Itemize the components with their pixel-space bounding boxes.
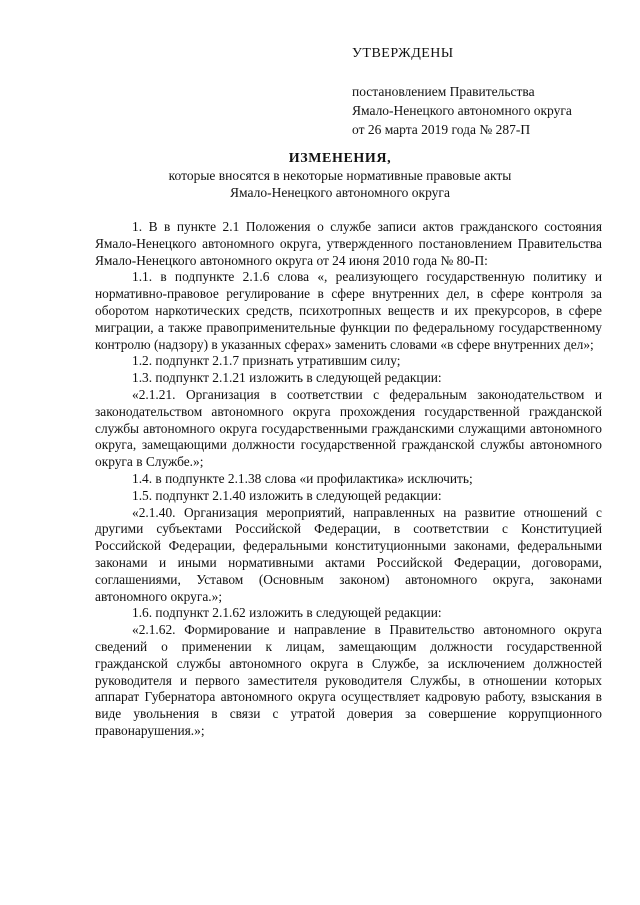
approval-block	[352, 44, 622, 139]
paragraph-1-2: 1.2. подпункт 2.1.7 признать утратившим силу;	[132, 353, 401, 369]
approval-title: УТВЕРЖДЕНЫ	[352, 46, 454, 61]
approval-line-1: постановлением Правительства	[352, 84, 535, 99]
approval-line-3: от 26 марта 2019 года № 287-П	[352, 122, 531, 137]
heading-subtitle-1: которые вносятся в некоторые нормативные правовые акты	[168, 168, 512, 183]
paragraph-1-6: 1.6. подпункт 2.1.62 изложить в следующей редакции:	[132, 605, 442, 621]
paragraph-1: 1. В в пункте 2.1 Положения о службе записи актов гражданского состояния Ямало-Ненецкого автономного округа, утвержденного постановлением Правительства Ямало-Ненецкого автономного округа от 24 июня 2010 года № 80-П:	[95, 219, 602, 268]
heading-subtitle-2: Ямало-Ненецкого автономного округа	[230, 185, 450, 200]
paragraph-2-1-21: «2.1.21. Организация в соответствии с федеральным законодательством и законодательством автономного округа прохождения государственной гражданской службы автономного округа государственными гражданскими служащими автономного округа, замещающими должности государственной гражданской службы автономного округа в Службе.»;	[95, 386, 602, 470]
approval-line-2: Ямало-Ненецкого автономного округа	[352, 103, 572, 118]
paragraph-1-3: 1.3. подпункт 2.1.21 изложить в следующей редакции:	[132, 370, 442, 386]
document-heading	[60, 150, 620, 201]
paragraph-1-1: 1.1. в подпункте 2.1.6 слова «, реализующего государственную политику и нормативно-правовое регулирование в сфере внутренних дел, в сфере контроля за оборотом наркотических средств, психотропных веществ и их прекурсоров, в сфере миграции, а также правоприменительные функции по федеральному государственному контролю (надзору) в указанных сферах» заменить словами «в сфере внутренних дел»;	[95, 269, 602, 352]
heading-title: ИЗМЕНЕНИЯ,	[288, 151, 392, 166]
paragraph-2-1-40: «2.1.40. Организация мероприятий, направленных на развитие отношений с другими субъектами Российской Федерации, в соответствии с Конституцией Российской Федерации, федеральными конституционными законами, федеральными законами и иными нормативными актами Российской Федерации, договорами, соглашениями, Уставом (Основным законом) автономного округа, законами автономного округа.»;	[95, 504, 602, 604]
paragraph-2-1-62: «2.1.62. Формирование и направление в Правительство автономного округа сведений о применении к лицам, замещающим должности государственной гражданской службы автономного округа в Службе, за исключением должностей руководителя и первого заместителя руководителя Службы, в отношении которых аппарат Губернатора автономного округа осуществляет кадровую работу, взыскания в виде увольнения в связи с утратой доверия за совершение коррупционного правонарушения.»;	[95, 622, 602, 738]
document-body	[95, 219, 602, 740]
paragraph-1-5: 1.5. подпункт 2.1.40 изложить в следующей редакции:	[132, 487, 442, 503]
paragraph-1-4: 1.4. в подпункте 2.1.38 слова «и профилактика» исключить;	[132, 470, 473, 486]
